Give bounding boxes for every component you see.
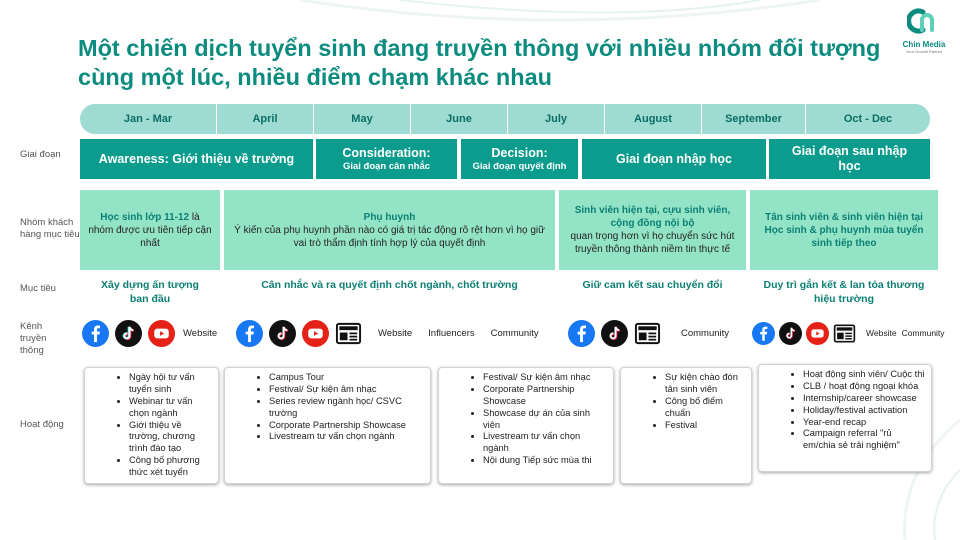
- audience-students-11-12: [80, 190, 220, 270]
- tiktok-icon: [115, 320, 142, 347]
- list-item: • Holiday/festival activation: [803, 405, 925, 417]
- phase-subtitle: Giai đoạn quyết định: [472, 161, 567, 172]
- list-item: • Festival: [665, 420, 745, 432]
- list-item: • Corporate Partnership Showcase: [483, 384, 607, 408]
- list-item: • Showcase dự án của sinh viên: [483, 408, 607, 432]
- channels-group-decision: [236, 318, 545, 348]
- phase-decision: [461, 139, 578, 179]
- goal-awareness: Xây dựng ấn tượng ban đầu: [101, 279, 199, 305]
- brand-logo: [900, 8, 948, 54]
- phase-title: Giai đoạn nhập học: [616, 151, 732, 166]
- row-label-channel: Kênh truyền thông: [20, 321, 47, 356]
- audience-current-students: [559, 190, 746, 270]
- tiktok-icon: [269, 320, 296, 347]
- list-item: • Campaign referral "rủ em/chia sẻ trải nghiệm": [803, 428, 925, 452]
- activities-enrollment: [620, 367, 752, 484]
- month-jan-mar: Jan - Mar: [80, 104, 217, 134]
- month-july: July: [508, 104, 605, 134]
- list-item: • Festival/ Sự kiện âm nhạc: [483, 372, 607, 384]
- row-label-audience: Nhóm khách hàng mục tiêu: [20, 217, 80, 240]
- audience-title: Sinh viên hiện tại, cựu sinh viên, cộng đồng nội bộ: [574, 205, 731, 229]
- tiktok-icon: [779, 322, 802, 345]
- chin-media-logo-icon: [907, 8, 941, 34]
- list-item: • Livestream tư vấn chọn ngành: [483, 431, 607, 455]
- row-label-phase: Giai đoạn: [20, 149, 61, 160]
- goal-decision: Cân nhắc và ra quyết định chốt ngành, chốt trường: [261, 279, 518, 291]
- phase-enrollment: [582, 139, 766, 179]
- brand-tagline: Your Growth Partner: [905, 49, 943, 54]
- channels-group-engagement: [752, 318, 945, 348]
- facebook-icon: [752, 322, 775, 345]
- list-item: • Sự kiện chào đón tân sinh viên: [665, 372, 745, 396]
- month-may: May: [314, 104, 411, 134]
- brand-name: Chin Media: [902, 40, 946, 49]
- list-item: • Công bố phương thức xét tuyển: [129, 455, 212, 479]
- channels-group-awareness: [82, 318, 223, 348]
- news-icon: [634, 320, 661, 347]
- list-item: • Nội dung Tiếp sức mùa thi: [483, 455, 607, 467]
- month-august: August: [605, 104, 702, 134]
- row-label-activity: Hoạt động: [20, 419, 64, 430]
- channel-website: Website: [378, 327, 413, 339]
- list-item: • Year-end recap: [803, 417, 925, 429]
- phase-consideration: [316, 139, 457, 179]
- phase-title: Decision:: [491, 146, 548, 160]
- phase-subtitle: Giai đoạn cân nhắc: [342, 161, 431, 172]
- youtube-icon: [302, 320, 329, 347]
- audience-title: Phụ huynh: [363, 211, 416, 223]
- audience-title: Tân sinh viên & sinh viên hiện tại Học sinh & phụ huynh mùa tuyển sinh tiếp theo: [764, 211, 924, 249]
- list-item: • Campus Tour: [269, 372, 424, 384]
- list-item: • Webinar tư vấn chọn ngành: [129, 396, 212, 420]
- activities-decision: [438, 367, 614, 484]
- audience-new-students: [750, 190, 938, 270]
- facebook-icon: [236, 320, 263, 347]
- tiktok-icon: [601, 320, 628, 347]
- row-label-goal: Mục tiêu: [20, 283, 56, 294]
- month-oct-dec: Oct - Dec: [843, 113, 893, 125]
- channel-community: Community: [681, 327, 730, 339]
- channel-community: Community: [490, 327, 539, 339]
- goal-engagement: Duy trì gắn kết & lan tỏa thương hiệu trường: [763, 279, 925, 305]
- month-timeline: [80, 104, 930, 134]
- channel-community: Community: [901, 328, 945, 338]
- phase-title: Awareness: Giới thiệu về trường: [98, 151, 295, 166]
- audience-title: Học sinh lớp 11-12: [100, 211, 190, 223]
- channel-website: Website: [866, 328, 897, 338]
- list-item: • Hoạt động sinh viên/ Cuộc thi: [803, 369, 925, 381]
- list-item: • Giới thiệu về trường, chương trình đào tạo: [129, 420, 212, 456]
- news-icon: [833, 322, 856, 345]
- phase-title: Consideration:: [342, 146, 431, 160]
- channels-group-retention: [568, 318, 735, 348]
- phase-post-enrollment: [769, 139, 930, 179]
- facebook-icon: [82, 320, 109, 347]
- youtube-icon: [806, 322, 829, 345]
- audience-parents: [224, 190, 555, 270]
- list-item: • Livestream tư vấn chọn ngành: [269, 431, 424, 443]
- activities-awareness: [84, 367, 219, 484]
- phase-awareness: [80, 139, 313, 179]
- activities-post-enrollment: [758, 364, 932, 472]
- page-title: Một chiến dịch tuyển sinh đang truyền thông với nhiều nhóm đối tượng cùng một lúc, nhiều điểm chạm khác nhau: [78, 35, 881, 90]
- list-item: • Công bố điểm chuẩn: [665, 396, 745, 420]
- phase-title: Giai đoạn sau nhập học: [791, 144, 908, 173]
- month-september: September: [702, 104, 806, 134]
- channel-influencers: Influencers: [428, 327, 475, 339]
- month-april: April: [217, 104, 314, 134]
- list-item: • Corporate Partnership Showcase: [269, 420, 424, 432]
- news-icon: [335, 320, 362, 347]
- goal-retention: Giữ cam kết sau chuyển đổi: [582, 279, 723, 291]
- list-item: • Internship/career showcase: [803, 393, 925, 405]
- audience-text: Ý kiến của phụ huynh phần nào có giá trị tác động rõ rệt hơn vì họ giữ vai trò thẩm định tính hợp lý của quyết định: [234, 224, 545, 249]
- youtube-icon: [148, 320, 175, 347]
- list-item: • Ngày hội tư vấn tuyển sinh: [129, 372, 212, 396]
- list-item: • Festival/ Sự kiện âm nhạc: [269, 384, 424, 396]
- facebook-icon: [568, 320, 595, 347]
- audience-text: là nhóm được ưu tiên tiếp cận nhất: [88, 211, 212, 249]
- month-june: June: [411, 104, 508, 134]
- list-item: • Series review ngành học/ CSVC trường: [269, 396, 424, 420]
- list-item: • CLB / hoạt động ngoại khóa: [803, 381, 925, 393]
- channel-website: Website: [183, 327, 218, 339]
- audience-text: quan trọng hơn vì họ chuyển sức hút truyền thông thành niềm tin thực tế: [570, 231, 735, 255]
- activities-consideration: [224, 367, 431, 484]
